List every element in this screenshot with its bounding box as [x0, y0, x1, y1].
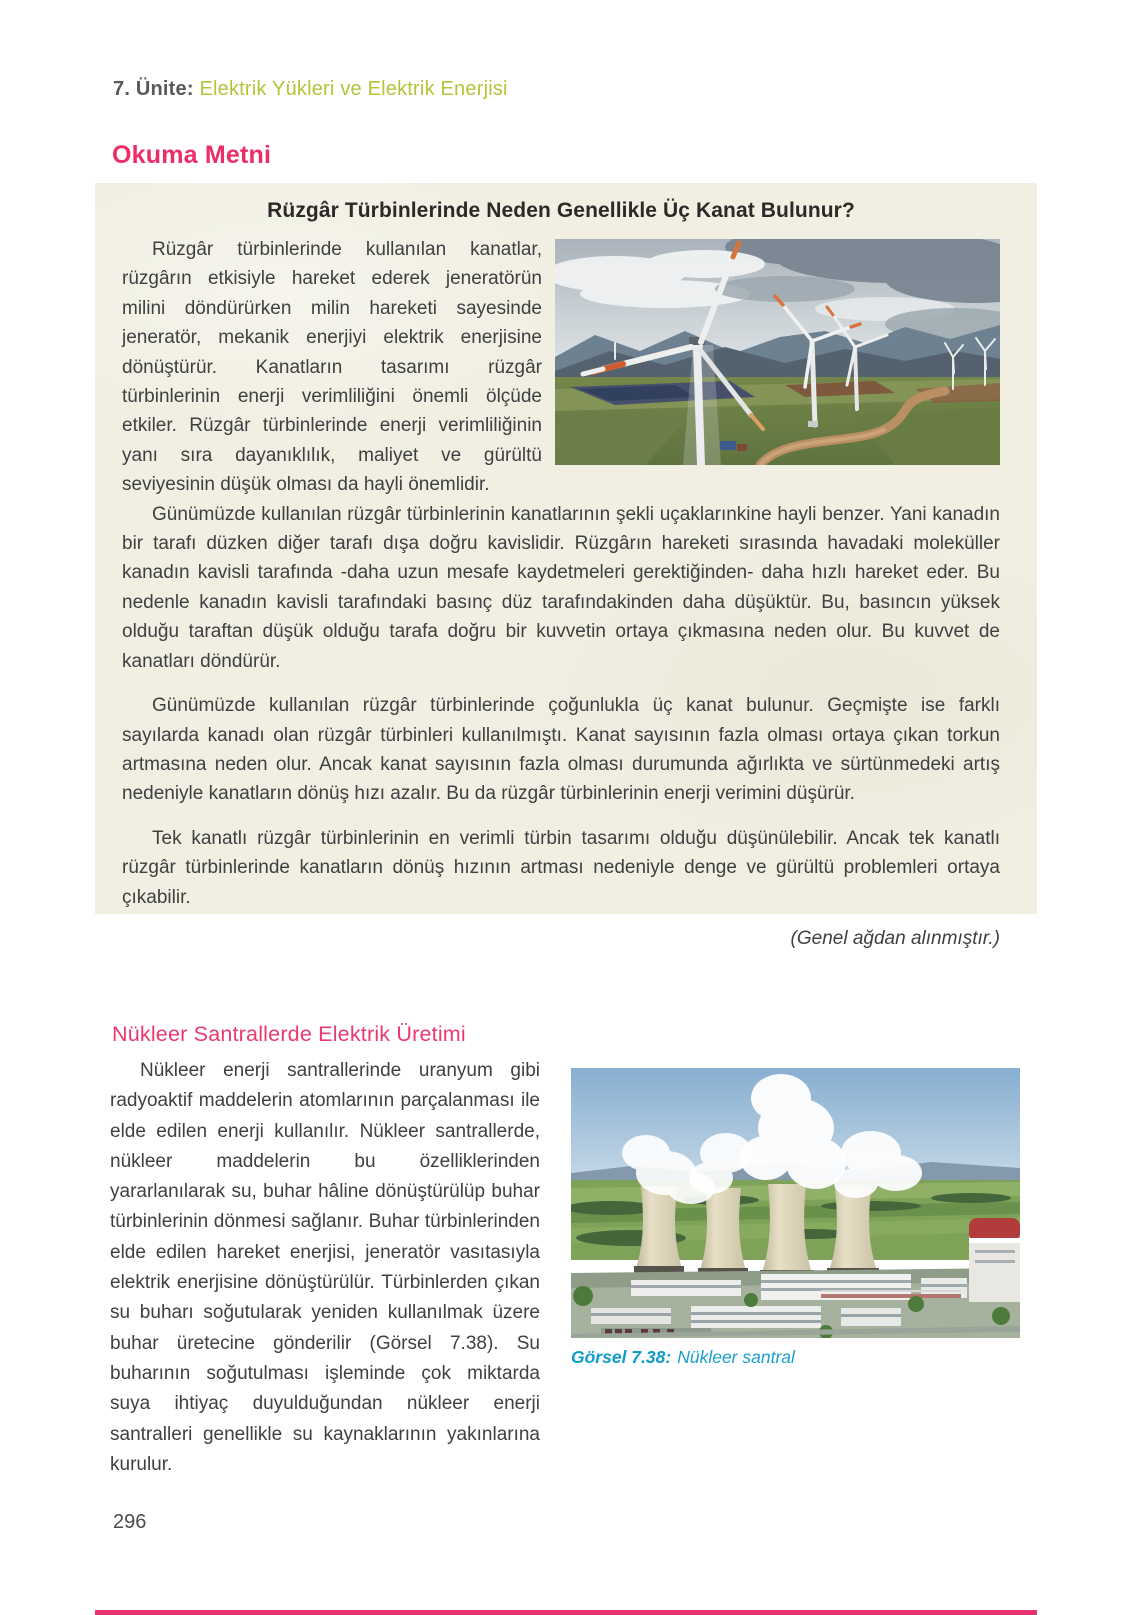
unit-title: Elektrik Yükleri ve Elektrik Enerjisi	[199, 78, 508, 100]
nuclear-plant-photo	[571, 1068, 1020, 1338]
unit-number-label: 7. Ünite:	[113, 78, 194, 100]
source-attribution: (Genel ağdan alınmıştır.)	[790, 927, 1000, 949]
reading-paragraph-3: Günümüzde kullanılan rüzgâr türbinlerinde çoğunlukla üç kanat bulunur. Geçmişte ise farklı sayılarda kanadı olan rüzgâr türbinleri kullanılmıştı. Kanat sayısının fazla olması ortaya çıkan torkun artmasına neden olur. Ancak kanat sayısının fazla olması durumunda ağırlıkta ve sürtünmedeki artış nedeniyle kanatların dönüş hızı azalır. Bu da rüzgâr türbinlerinin enerji verimini düşürür.	[122, 695, 1000, 805]
reading-text-box	[95, 183, 1037, 949]
footer-accent-bar	[95, 1610, 1037, 1615]
wind-turbines-illustration	[555, 239, 1000, 465]
reading-box-title: Rüzgâr Türbinlerinde Neden Genellikle Üç Kanat Bulunur?	[267, 199, 855, 222]
reading-paragraph-4: Tek kanatlı rüzgâr türbinlerinin en verimli türbin tasarımı olduğu düşünülebilir. Ancak tek kanatlı rüzgâr türbinlerinde kanatların dönüş hızının artması nedeniyle denge ve gürültü problemleri ortaya çıkabilir.	[122, 827, 1000, 908]
reading-paragraph-2: Günümüzde kullanılan rüzgâr türbinlerinin kanatlarının şekli uçaklarınkine hayli benzer. Yani kanadın bir tarafı düzken diğer tarafı dışa doğru kavislidir. Rüzgârın hareketi sırasında havadaki moleküller kanadın kavisli tarafında -daha uzun mesafe kaydetmeleri gerektiğinden- daha hızlı hareket eder. Bu nedenle kanadın kavisli tarafındaki basınç düz tarafındakinden daha düşüktür. Bu, basıncın yüksek olduğu taraftan düşük olduğu tarafa doğru bir kuvvetin ortaya çıkmasına neden olur. Bu kuvvet de kanatları döndürür.	[122, 503, 1000, 672]
figure-caption-text: Nükleer santral	[677, 1347, 795, 1367]
reading-box-first-row	[122, 235, 1000, 500]
nuclear-plant-illustration	[571, 1068, 1020, 1338]
reading-box-text-column	[122, 235, 542, 500]
figure-caption-label: Görsel 7.38:	[571, 1347, 672, 1367]
unit-header	[113, 78, 508, 101]
reading-section-heading: Okuma Metni	[112, 141, 272, 169]
page-number: 296	[113, 1511, 147, 1533]
nuclear-paragraph: Nükleer enerji santrallerinde uranyum gibi radyoaktif maddelerin atomlarının parçalanması ile elde edilen enerji kullanılır. Nükleer santrallerde, nükleer maddelerin bu özelliklerinden yararlanılarak su, buhar hâline dönüştürülüp buhar türbinlerinin dönmesi sağlanır. Buhar türbinlerinden elde edilen hareket enerjisi, jeneratör vasıtasıyla elektrik enerjisine dönüştürülür. Türbinlerden çıkan su buharı soğutularak yeniden kullanılmak üzere buhar üretecine gönderilir (Görsel 7.38). Su buharının soğutulması işleminde çok miktarda suya ihtiyaç duyulduğundan nükleer enerji santralleri genellikle su kaynaklarının yakınlarına kurulur.	[110, 1060, 540, 1475]
reading-paragraph-1: Rüzgâr türbinlerinde kullanılan kanatlar, rüzgârın etkisiyle hareket ederek jeneratörün milini döndürürken milin hareketi sayesinde jeneratör, mekanik enerjiyi elektrik enerjisine dönüştürür. Kanatların tasarımı rüzgâr türbinlerinin enerji verimliliğini önemli ölçüde etkiler. Rüzgâr türbinlerinde enerji verimliliğinin yanı sıra dayanıklılık, maliyet ve gürültü seviyesinin düşük olması da hayli önemlidir.	[122, 239, 542, 496]
figure-caption	[571, 1347, 795, 1368]
wind-turbines-photo	[555, 239, 1000, 465]
nuclear-section-heading: Nükleer Santrallerde Elektrik Üretimi	[112, 1022, 466, 1046]
